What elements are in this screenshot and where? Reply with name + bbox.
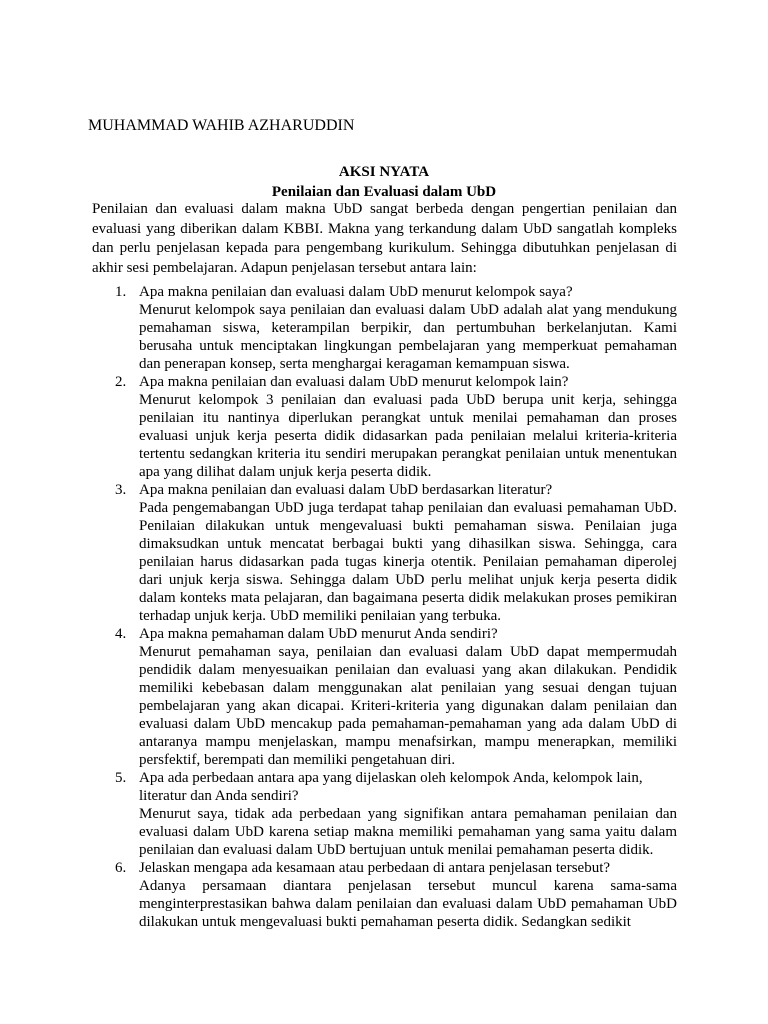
list-item (92, 859, 677, 931)
answer-text: Menurut kelompok saya penilaian dan evaluasi dalam UbD adalah alat yang mendukung pemahaman siswa, keterampilan berpikir, dan pertumbuhan berkelanjutan. Kami berusaha untuk menciptakan lingkungan pembelajaran yang memperkuat pemahaman dan penerapan konsep, serta menghargai keragaman kemampuan siswa. (139, 302, 677, 372)
author-name: MUHAMMAD WAHIB AZHARUDDIN (88, 117, 355, 134)
question-text: Jelaskan mengapa ada kesamaan atau perbedaan di antara penjelasan tersebut? (139, 860, 611, 876)
item-number: 4. (115, 626, 127, 642)
question-text: Apa makna pemahaman dalam UbD menurut Anda sendiri? (139, 626, 498, 642)
question-text: Apa makna penilaian dan evaluasi dalam UbD berdasarkan literatur? (139, 482, 553, 498)
item-number: 5. (115, 770, 127, 786)
answer-text: Menurut saya, tidak ada perbedaan yang signifikan antara pemahaman penilaian dan evaluasi dalam UbD karena setiap makna memiliki pemahaman yang sama yaitu dalam penilaian dan evaluasi dalam UbD bertujuan untuk menilai pemahaman peserta didik. (139, 806, 677, 858)
list-item (92, 769, 677, 859)
document-title: AKSI NYATA (338, 164, 430, 180)
list-item (92, 481, 677, 625)
list-item (92, 373, 677, 481)
list-item (92, 625, 677, 769)
answer-text: Adanya persamaan diantara penjelasan tersebut muncul karena sama-sama menginterprestasikan bahwa dalam penilaian dan evaluasi dalam UbD pemahaman UbD dilakukan untuk mengevaluasi bukti pemahaman peserta didik. Sedangkan sedikit (139, 878, 677, 930)
question-text: Apa ada perbedaan antara apa yang dijelaskan oleh kelompok Anda, kelompok lain, literatur dan Anda sendiri? (139, 770, 643, 804)
intro-paragraph: Penilaian dan evaluasi dalam makna UbD sangat berbeda dengan pengertian penilaian dan evaluasi yang diberikan dalam KBBI. Makna yang terkandung dalam UbD sangatlah kompleks dan perlu penjelasan kepada para pengembang kurikulum. Sehingga dibutuhkan penjelasan di akhir sesi pembelajaran. Adapun penjelasan tersebut antara lain: (92, 201, 677, 276)
question-text: Apa makna penilaian dan evaluasi dalam UbD menurut kelompok saya? (139, 284, 573, 300)
answer-text: Pada pengemabangan UbD juga terdapat tahap penilaian dan evaluasi pemahaman UbD. Penilaian dilakukan untuk mengevaluasi bukti pemahaman siswa. Penilaian juga dimaksudkan untuk mencatat berbagai bukti yang dihasilkan siswa. Sehingga, cara penilaian harus didasarkan pada tugas kinerja otentik. Penilaian pemahaman diperolej dari unjuk kerja siswa. Sehingga dalam UbD perlu melihat unjuk kerja peserta didik dalam konteks mata pelajaran, dan bagaimana peserta didik melakukan proses pemikiran terhadap unjuk kerja. UbD memiliki penilaian yang terbuka. (139, 500, 677, 624)
document-subtitle: Penilaian dan Evaluasi dalam UbD (271, 184, 497, 200)
item-number: 1. (115, 284, 127, 300)
question-list (92, 283, 677, 931)
item-number: 3. (115, 482, 127, 498)
question-text: Apa makna penilaian dan evaluasi dalam UbD menurut kelompok lain? (139, 374, 569, 390)
list-item (92, 283, 677, 373)
item-number: 2. (115, 374, 127, 390)
answer-text: Menurut kelompok 3 penilaian dan evaluasi pada UbD berupa unit kerja, sehingga penilaian itu nantinya diperlukan perangkat untuk menilai pemahaman dan proses evaluasi unjuk kerja peserta didik didasarkan pada penilaian melalui kriteria-kriteria tertentu sedangkan kriteria itu sendiri merupakan perangkat penilaian untuk menentukan apa yang dilihat dalam unjuk kerja peserta didik. (139, 392, 677, 480)
item-number: 6. (115, 860, 127, 876)
answer-text: Menurut pemahaman saya, penilaian dan evaluasi dalam UbD dapat mempermudah pendidik dalam menyesuaikan penilaian dan evaluasi yang akan dilakukan. Pendidik memiliki kebebasan dalam menggunakan alat penilaian yang sesuai dengan tujuan pembelajaran yang akan dicapai. Kriteri-kriteria yang digunakan dalam penilaian dan evaluasi dalam UbD mencakup pada pemahaman-pemahaman yang ada dalam UbD di antaranya mampu menjelaskan, mampu menafsirkan, mampu menerapkan, memiliki persfektif, berempati dan memiliki pengetahuan diri. (139, 644, 677, 768)
